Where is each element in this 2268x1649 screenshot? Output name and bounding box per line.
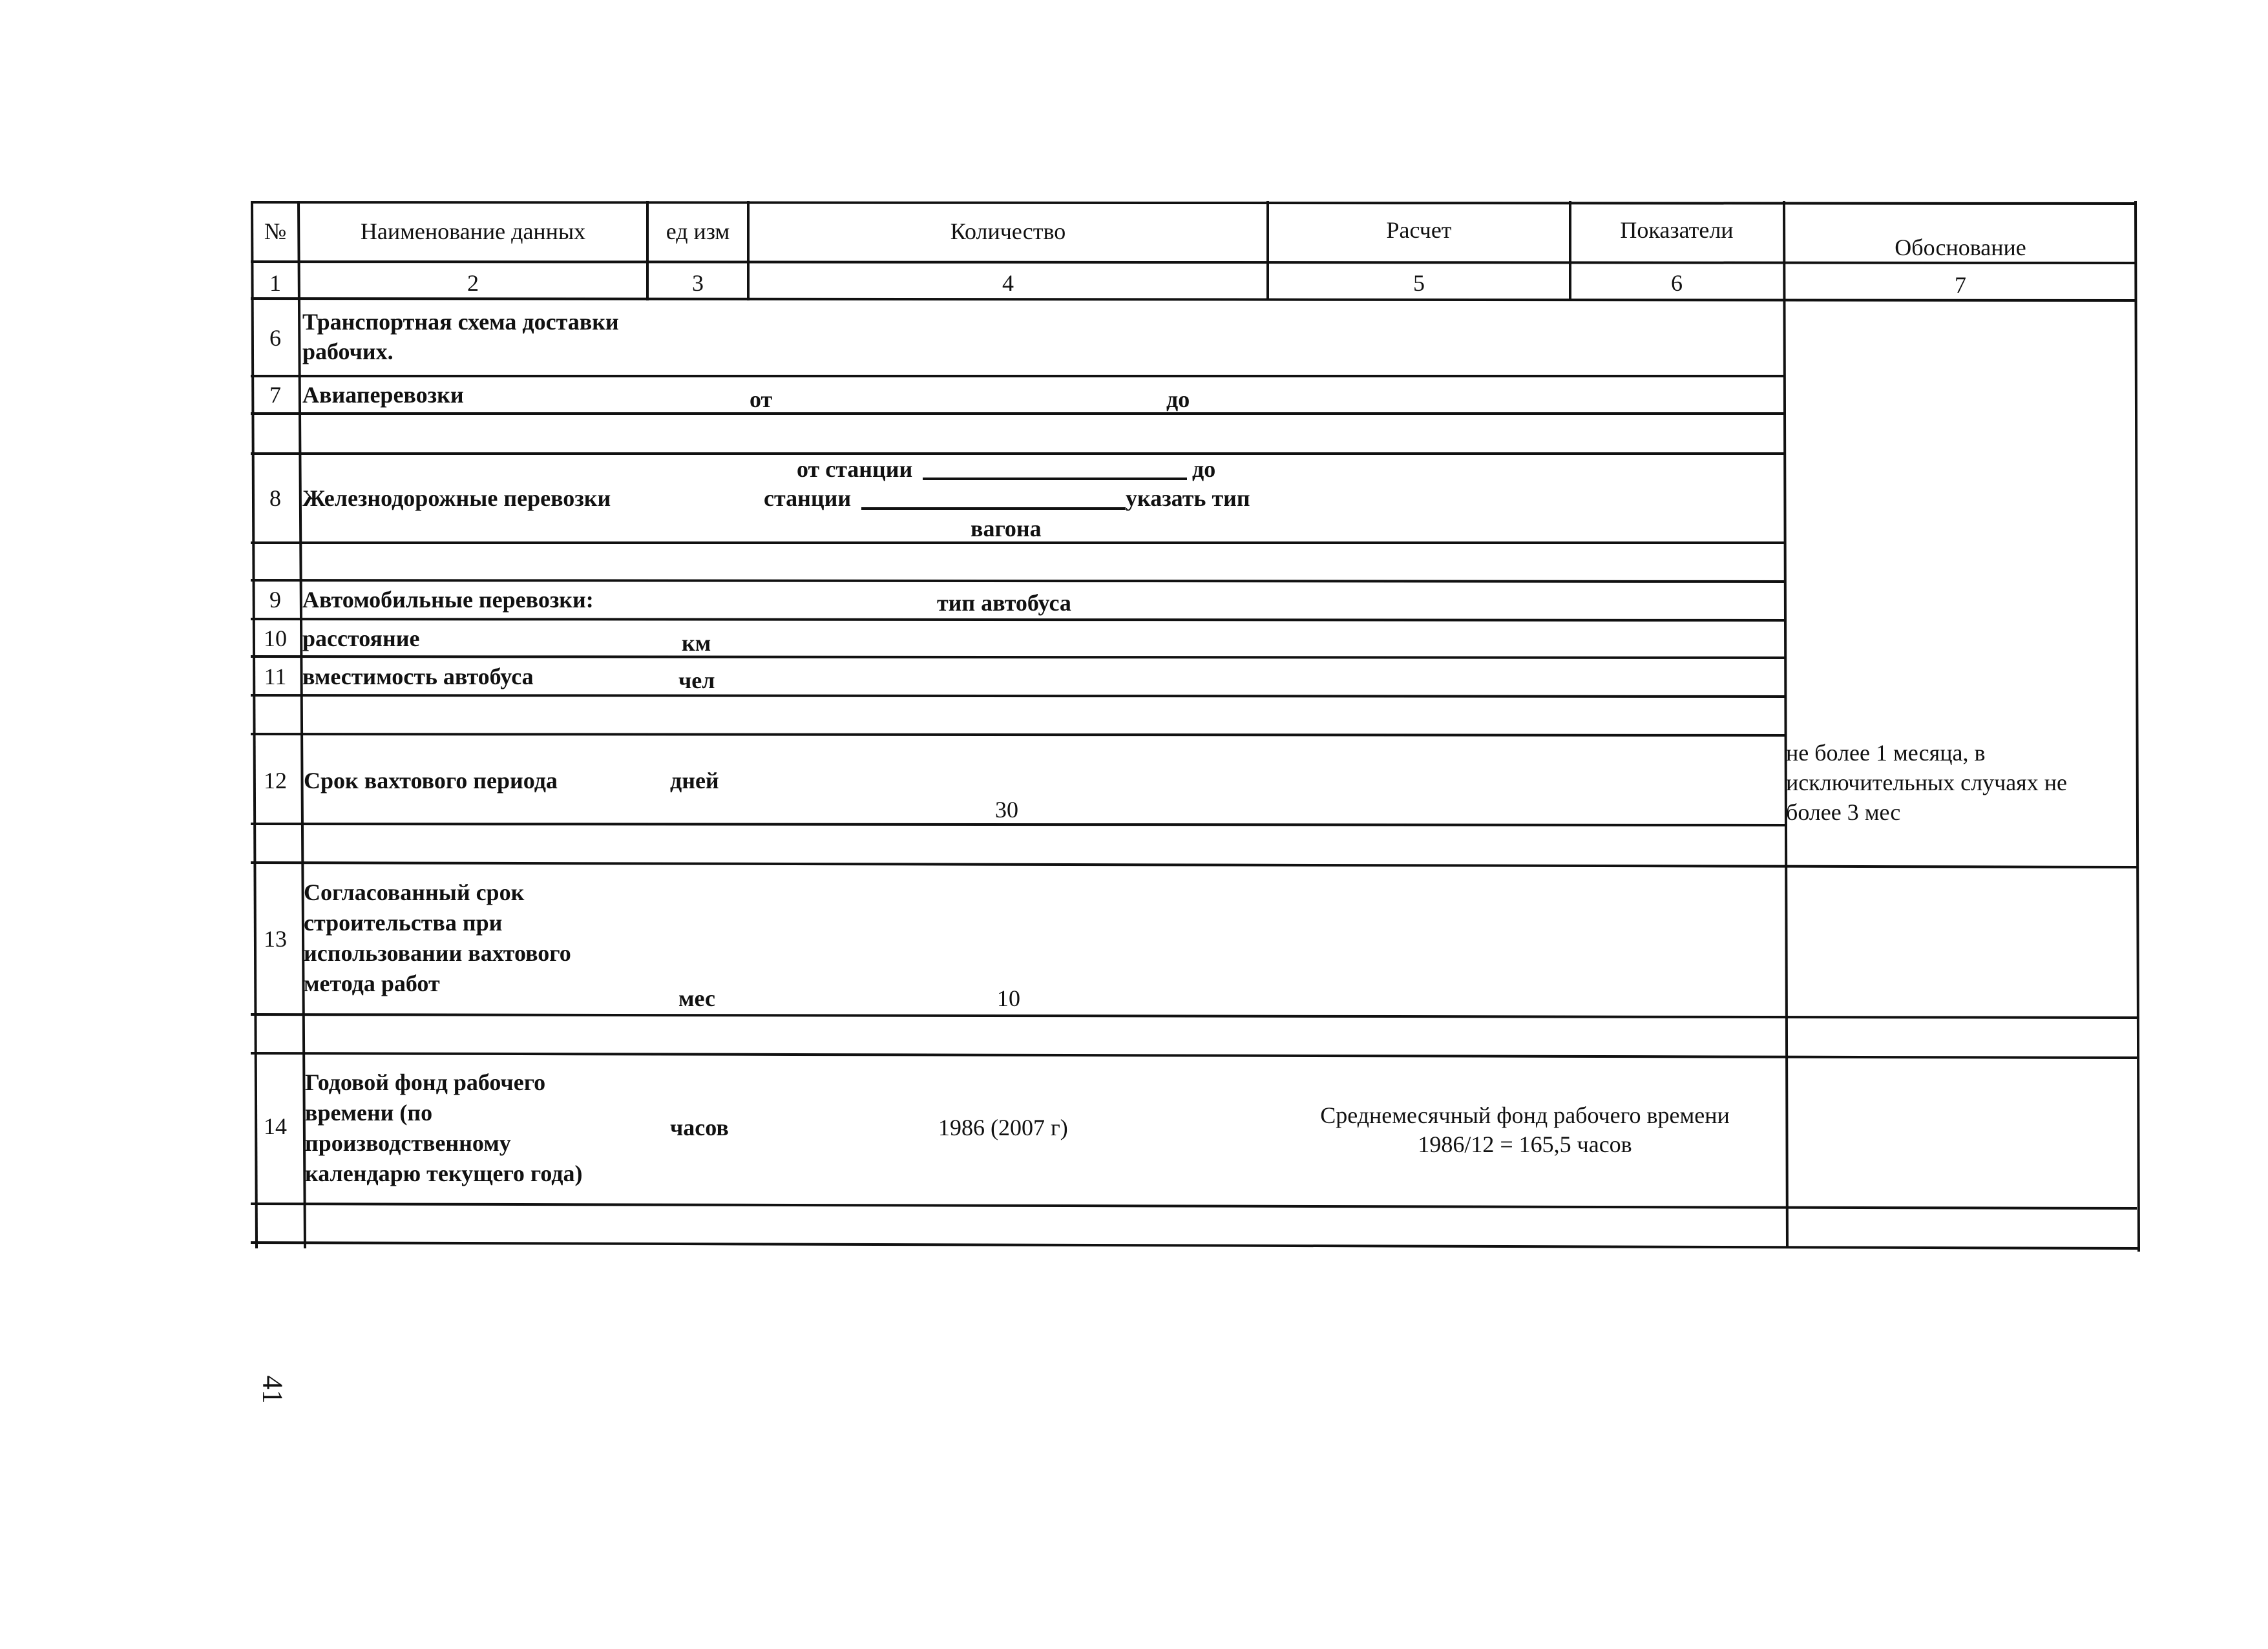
- column-number-2: 2: [467, 270, 479, 296]
- row-6-name-line-1: Транспортная схема доставки: [302, 309, 619, 335]
- row-13-name-line-4: метода работ: [304, 971, 440, 996]
- row-7-name: Авиаперевозки: [302, 382, 464, 408]
- column-number-3: 3: [692, 270, 704, 296]
- column-number-1: 1: [269, 270, 281, 296]
- row-12-quantity: 30: [995, 797, 1018, 823]
- row-12-number: 12: [264, 768, 287, 793]
- row-8-number: 8: [269, 485, 281, 511]
- row-8-specify-type-label: указать тип: [1126, 485, 1250, 511]
- page-number: 41: [257, 1375, 289, 1404]
- row-12-basis-line-2: исключительных случаях не: [1786, 770, 2067, 795]
- column-number-5: 5: [1413, 270, 1425, 296]
- row-12-basis-line-3: более 3 мес: [1786, 799, 1901, 825]
- row-8-station-label: станции: [764, 485, 852, 511]
- row-7-from-label: от: [750, 386, 773, 412]
- column-number-7: 7: [1955, 272, 1966, 298]
- row-14-number: 14: [264, 1113, 287, 1139]
- row-10-number: 10: [264, 625, 287, 651]
- row-13-name-line-3: использовании вахтового: [304, 940, 571, 966]
- row-11-number: 11: [264, 664, 287, 689]
- header-number: №: [264, 218, 287, 244]
- header-quantity: Количество: [950, 218, 1066, 244]
- row-14-name-line-1: Годовой фонд рабочего: [305, 1069, 546, 1095]
- header-data-name: Наименование данных: [360, 218, 586, 244]
- row-8-from-station-label: от станции: [797, 456, 913, 482]
- header-unit: ед изм: [666, 218, 730, 244]
- row-14-quantity: 1986 (2007 г): [938, 1115, 1068, 1140]
- row-14-calculation-line-1: Среднемесячный фонд рабочего времени: [1320, 1102, 1730, 1128]
- row-13-name-line-2: строительства при: [304, 910, 503, 936]
- row-12-unit: дней: [670, 768, 719, 793]
- header-indicators: Показатели: [1620, 217, 1734, 243]
- row-6-number: 6: [269, 325, 281, 351]
- row-13-unit: мес: [678, 985, 715, 1011]
- column-number-4: 4: [1002, 270, 1014, 296]
- row-12-basis-line-1: не более 1 месяца, в: [1786, 740, 1986, 766]
- header-basis: Обоснование: [1895, 235, 2026, 260]
- row-7-number: 7: [269, 382, 281, 408]
- row-10-name: расстояние: [302, 625, 420, 651]
- row-8-name: Железнодорожные перевозки: [302, 485, 611, 511]
- row-6-name-line-2: рабочих.: [302, 339, 394, 364]
- row-8-to-label: до: [1192, 456, 1216, 482]
- row-7-to-label: до: [1166, 386, 1190, 412]
- row-9-bus-type-label: тип автобуса: [937, 590, 1071, 616]
- row-11-name: вместимость автобуса: [302, 664, 534, 689]
- row-14-calculation-line-2: 1986/12 = 165,5 часов: [1418, 1131, 1632, 1157]
- row-9-name: Автомобильные перевозки:: [302, 587, 594, 613]
- row-13-name-line-1: Согласованный срок: [304, 879, 525, 905]
- row-9-number: 9: [269, 587, 281, 613]
- row-13-quantity: 10: [997, 985, 1020, 1011]
- header-calculation: Расчет: [1386, 217, 1452, 243]
- column-number-6: 6: [1671, 270, 1683, 296]
- row-10-unit: км: [682, 630, 711, 656]
- row-14-name-line-4: календарю текущего года): [305, 1161, 583, 1186]
- row-12-name: Срок вахтового периода: [304, 768, 558, 793]
- row-14-name-line-3: производственному: [305, 1130, 511, 1156]
- row-11-unit: чел: [678, 667, 715, 693]
- row-14-name-line-2: времени (по: [305, 1100, 433, 1126]
- row-14-unit: часов: [670, 1115, 729, 1140]
- row-13-number: 13: [264, 926, 287, 952]
- row-8-wagon-label: вагона: [971, 516, 1042, 541]
